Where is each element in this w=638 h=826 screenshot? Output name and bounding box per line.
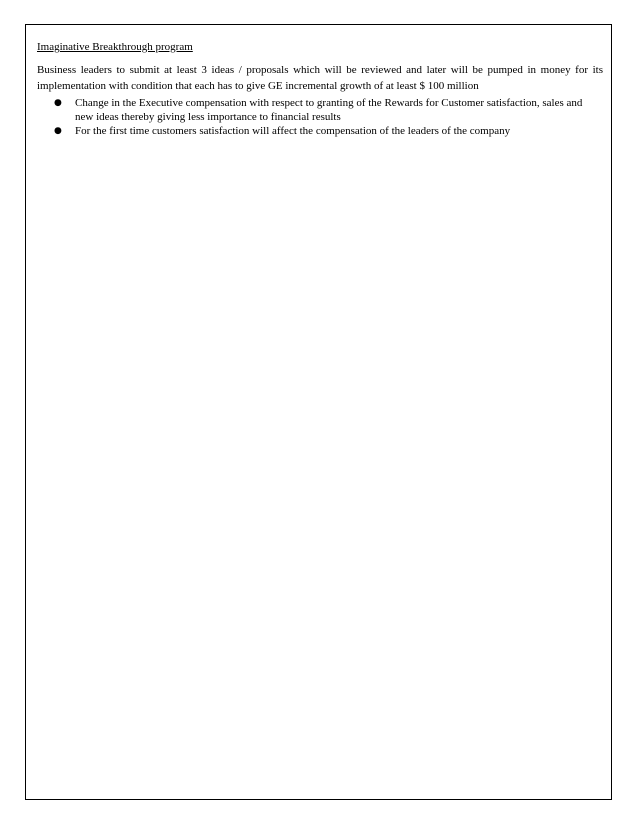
- bullet-text: For the first time customers satisfaction will affect the compensation of the leaders of the company: [75, 125, 511, 137]
- bullet-text: Change in the Executive compensation with respect to granting of the Rewards for Customer satisfaction, sales and new ideas thereby giving less importance to financial results: [75, 97, 583, 123]
- bullet-list: [37, 97, 603, 139]
- list-item: [37, 97, 603, 124]
- intro-paragraph: Business leaders to submit at least 3 ideas / proposals which will be reviewed and later will be pumped in money for its implementation with condition that each has to give GE incremental growth of at least $ 100 million: [37, 64, 603, 92]
- bullet-icon: ●: [54, 126, 62, 136]
- page-border: [25, 24, 612, 800]
- bullet-icon: ●: [54, 98, 62, 108]
- document-body: [37, 39, 603, 139]
- section-heading: Imaginative Breakthrough program: [37, 41, 193, 53]
- list-item: [37, 125, 603, 139]
